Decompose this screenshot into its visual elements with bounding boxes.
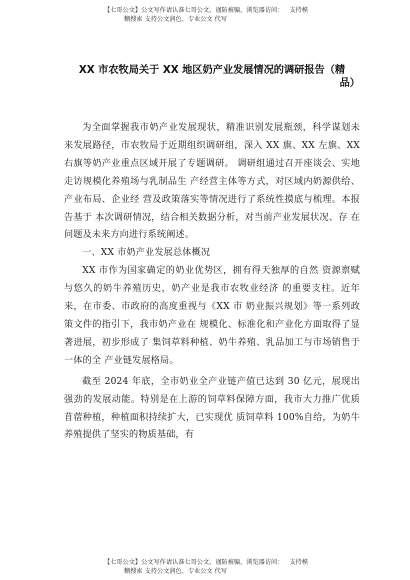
footer-line-2: 糊搜索 支持公文润色、专业公文 代写	[124, 568, 227, 575]
header-line-2: 糊搜索 支持公文润色、专业公文 代写	[124, 16, 227, 23]
page-header	[104, 6, 334, 24]
header-line-1	[104, 6, 334, 15]
document-body	[64, 120, 360, 445]
header-text: 【七哥公文】公文写作请认准七哥公文，谨防被骗，浏览器访问：	[104, 7, 284, 14]
paragraph-output-value: 截至 2024 年底，全市奶业全产业链产值已达到 30 亿元，展现出强劲的发展动能。特别是在上游的饲草料保障方面，我市大力推广优质苜蓿种植，种植面积持续扩大，已实现优 质饲草料 100%自给，为奶牛养殖提供了坚实的物质基础，有	[64, 376, 360, 441]
title-line-1: XX 市农牧局关于 XX 地区奶产业发展情况的调研报告（精	[78, 65, 346, 76]
paragraph-intro: 为全面掌握我市奶产业发展现状，精准识别发展瓶颈，科学谋划未来发展路径，市农牧局于近期组织调研组，深入 XX 旗、XX 左旗、XX 右旗等奶产业重点区域开展了专题调研。 调研组通过召开座谈会、实地走访规模化养殖场与乳制品生 产经营主体等方式，对区域内奶源供给、产业布局、企业经 营及政策落实等情况进行了系统性摸底与梳理。本报告基于 本次调研情况，结合相关数据分析，对当前产业发展状况、存 在问题及未来方向进行系统阐述。	[64, 123, 360, 241]
footer-text: 【七哥公文】公文写作请认准七哥公文，谨防被骗，浏览器访问：	[104, 559, 284, 566]
header-tail: 支持模	[289, 7, 308, 14]
title-line-2: 品）	[339, 78, 360, 89]
paragraph-overview: XX 市作为国家确定的奶业优势区，拥有得天独厚的自然 资源禀赋与悠久的奶牛养殖历史，奶产业是我市农牧业经济 的重要支柱。近年来，在市委、市政府的高度重视与《XX 市 奶业振兴规划》等一系列政策文件的指引下，我市奶产业在 规模化、标准化和产业化方面取得了显著进展，初步形成了 集饲草料种植、奶牛养殖、乳品加工与市场销售于一体的全 产业链发展格局。	[64, 266, 360, 366]
section-heading-1: 一、XX 市奶产业发展总体概况	[82, 248, 211, 259]
footer-tail: 支持模	[289, 559, 308, 566]
document-title	[64, 64, 360, 90]
footer-line-1	[104, 558, 334, 567]
page-footer	[104, 558, 334, 576]
